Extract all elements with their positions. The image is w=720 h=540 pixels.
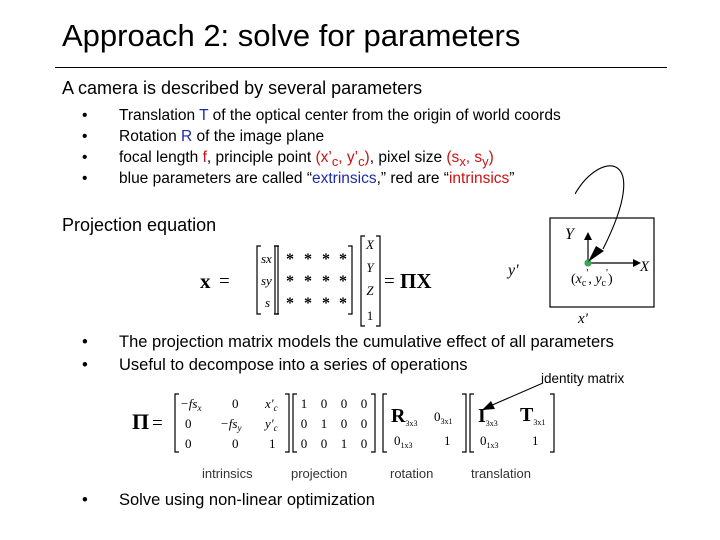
matrix-star: * (286, 273, 294, 290)
bracket-right (550, 394, 554, 452)
slide-title: Approach 2: solve for parameters (62, 18, 521, 53)
vector-entry-sx: sx (261, 251, 272, 266)
bullet-text: focal length (119, 149, 203, 166)
matrix-star: * (304, 295, 312, 312)
matrix-entry: 0 (232, 396, 239, 411)
matrix-entry: 1 (532, 433, 539, 448)
bullet-extrinsics-intrinsics (82, 168, 561, 189)
matrix-entry: 0 (360, 396, 368, 411)
world-entry-one: 1 (366, 308, 374, 323)
projection-equation-label: Projection equation (62, 215, 217, 235)
translation-symbol: T (199, 107, 209, 124)
bullet-rotation (82, 126, 561, 147)
equals-sign: = (219, 271, 230, 292)
bullet-intrinsics-list (82, 147, 561, 170)
caption-projection: projection (291, 466, 348, 481)
caption-rotation: rotation (390, 466, 434, 481)
matrix-star: * (339, 295, 347, 312)
matrix-entry: $I_{3x3}$ (478, 405, 498, 428)
bracket-left (293, 394, 297, 452)
bracket-right (348, 246, 352, 314)
bullet-dot: • (82, 170, 88, 187)
matrix-entry: 1 (320, 416, 328, 431)
matrix-entry: 1 (444, 433, 451, 448)
y-axis-label: Y (565, 226, 574, 243)
matrix-star: * (322, 273, 330, 290)
matrix-entry: $-fs_x$ (180, 396, 202, 413)
decomposition-equation (128, 390, 560, 458)
matrix-star: * (304, 251, 312, 268)
intro-text: A camera is described by several parameters (62, 78, 423, 98)
bullet-dot: • (82, 356, 88, 374)
world-entry-x: X (366, 237, 374, 252)
curved-arrow-line (575, 166, 624, 249)
x-axis-label: X (640, 259, 650, 275)
image-point-symbol: x (200, 269, 211, 293)
vector-entry-sy: sy (261, 273, 272, 288)
matrix-entry: 0 (320, 396, 328, 411)
world-entry-z: Z (366, 283, 374, 298)
matrix-entry: 0 (360, 436, 368, 451)
matrix-entry: $0_{3x1}$ (434, 409, 453, 426)
identity-matrix-label: identity matrix (541, 371, 625, 386)
bracket-left (470, 394, 474, 452)
title-divider (55, 67, 667, 68)
world-entry-y: Y (366, 260, 374, 275)
extrinsics-word: extrinsics (312, 170, 377, 187)
matrix-star: * (322, 251, 330, 268)
intrinsics-matrix (180, 396, 278, 451)
bullet-dot: • (82, 128, 88, 145)
pi-symbol: Π (132, 409, 150, 434)
bullet-dot: • (82, 107, 88, 124)
matrix-entry: $T_{3x1}$ (520, 404, 546, 427)
bullet-translation (82, 105, 561, 126)
intrinsics-arrow (575, 150, 665, 268)
bullet-text: Rotation (119, 128, 182, 145)
focal-length-symbol: f (202, 149, 207, 166)
caption-translation: translation (471, 466, 531, 481)
matrix-entry: 0 (340, 416, 348, 431)
rotation-symbol: R (181, 128, 193, 145)
bullet-text: Useful to decompose into a series of operations (119, 356, 468, 374)
bullet-dot: • (82, 333, 88, 351)
bracket-left (175, 394, 179, 452)
x-prime-axis-label: x' (578, 311, 588, 325)
equals-sign: = (152, 413, 163, 434)
bracket-right (285, 394, 289, 452)
matrix-entry: 0 (300, 436, 308, 451)
bullet-text: , pixel size (369, 149, 447, 166)
matrix-entry: 0 (360, 416, 368, 431)
bullet-text: of the image plane (192, 128, 325, 145)
parameter-bullet-list (82, 105, 561, 189)
bullet-cumulative-effect (82, 331, 614, 354)
bullet-dot: • (82, 149, 88, 166)
bullet-text: Solve using non-linear optimization (119, 491, 375, 509)
bullet-text: The projection matrix models the cumulative effect of all parameters (119, 333, 614, 351)
matrix-entry: $y'_c$ (265, 416, 278, 433)
intrinsics-word: intrinsics (448, 170, 510, 187)
bracket-left (383, 394, 387, 452)
bullet-decompose (82, 354, 614, 377)
projection-bullet-list (82, 331, 614, 377)
projection-matrix-entries (286, 251, 347, 312)
matrix-entry: 0 (232, 436, 239, 451)
bullet-text: blue parameters are called “ (119, 170, 312, 187)
bullet-text: Translation (119, 107, 200, 124)
matrix-entry: 1 (300, 396, 308, 411)
matrix-star: * (339, 251, 347, 268)
matrix-entry: $R_{3x3}$ (391, 405, 418, 428)
rotation-matrix (391, 405, 453, 450)
matrix-star: * (339, 273, 347, 290)
equals-sign: = (384, 271, 395, 292)
matrix-entry: 0 (340, 396, 348, 411)
projection-matrix (301, 396, 368, 451)
matrix-entry: 0 (300, 416, 308, 431)
matrix-entry: $0_{1x3}$ (480, 433, 499, 450)
principal-point-symbol: ($x’_c$, $y’_c$) (315, 149, 370, 170)
matrix-entry: 1 (340, 436, 348, 451)
curved-arrow-head (588, 246, 604, 262)
matrix-star: * (304, 273, 312, 290)
bullet-text: ” (509, 170, 515, 187)
bullet-text: of the optical center from the origin of world coords (208, 107, 561, 124)
matrix-entry: 0 (320, 436, 328, 451)
bracket-left (361, 236, 365, 326)
matrix-entry: 0 (185, 436, 192, 451)
matrix-star: * (286, 251, 294, 268)
y-prime-axis-label: y' (508, 262, 519, 279)
caption-intrinsics: intrinsics (202, 466, 253, 481)
principal-point-label: ($x_c'$, $y_c'$) (571, 267, 613, 289)
solve-bullet-list (82, 489, 375, 512)
matrix-entry: $x'_c$ (265, 396, 278, 413)
matrix-entry: 0 (185, 416, 192, 431)
bullet-dot: • (82, 491, 88, 509)
pi-x-product: ΠX (400, 269, 432, 293)
matrix-entry: $0_{1x3}$ (394, 433, 413, 450)
bullet-text: ,” red are “ (376, 170, 449, 187)
bracket-right (371, 394, 375, 452)
pixel-size-symbol: ($s_x$, $s_y$) (446, 149, 494, 170)
bullet-text: , principle point (206, 149, 316, 166)
bracket-right (376, 236, 380, 326)
matrix-entry: 1 (269, 436, 276, 451)
projection-equation (195, 232, 445, 330)
matrix-entry: $-fs_y$ (220, 416, 242, 433)
bracket-right (462, 394, 466, 452)
vector-entry-s: s (265, 295, 271, 310)
matrix-star: * (322, 295, 330, 312)
matrix-star: * (286, 295, 294, 312)
translation-matrix (478, 404, 545, 450)
bullet-nonlinear-optimization (82, 489, 375, 512)
